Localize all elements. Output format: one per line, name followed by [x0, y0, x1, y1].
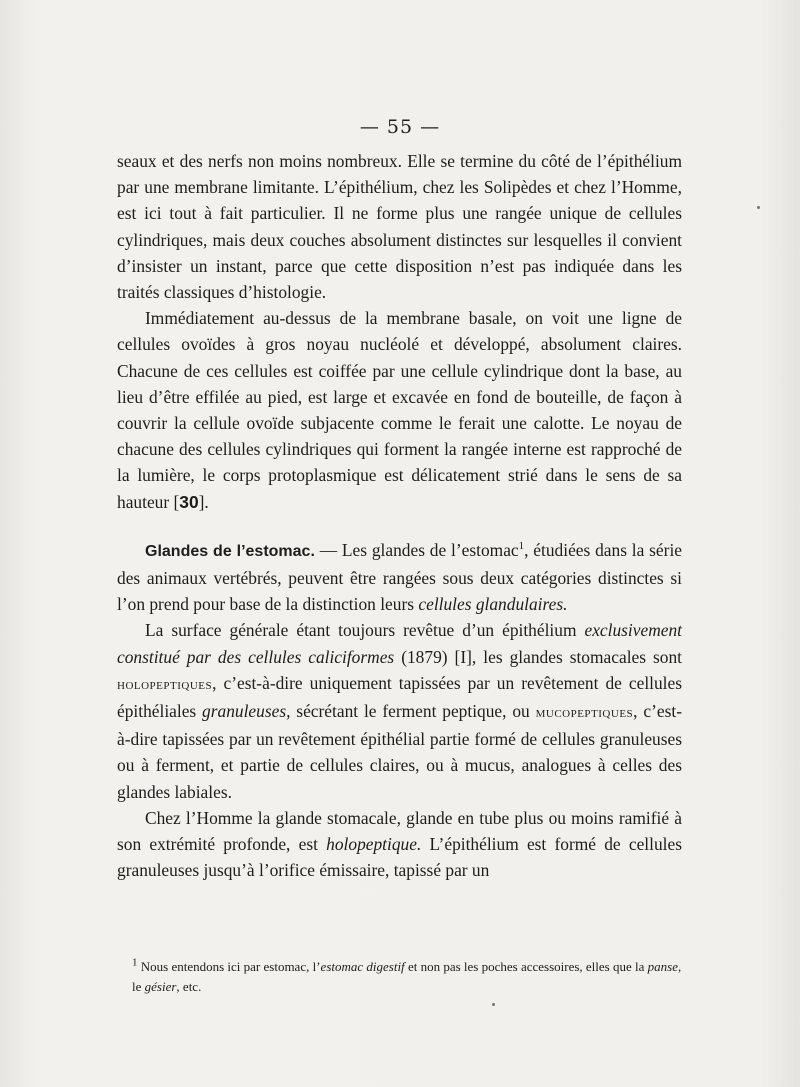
scan-speck [492, 1003, 495, 1006]
footnote-italic: panse [647, 959, 678, 974]
italic-text: exclusivement constitué par des cellules caliciformes [117, 620, 682, 667]
footnote-italic: gésier [144, 979, 177, 994]
section-heading: Glandes de l’estomac. [145, 542, 315, 560]
footnote-italic: estomac digestif [320, 959, 405, 974]
paragraph-text: L’épithélium est formé de cellules granuleuses jusqu’à l’orifice émissaire, tapissé par un [117, 834, 682, 881]
smallcaps-term: holopeptiques [117, 676, 213, 693]
paragraph-text: Chez l’Homme la glande stomacale, glande en tube plus ou moins ramifié à son extrémité profonde, est [117, 807, 682, 855]
reference-close: ]. [198, 491, 209, 512]
scan-speck [757, 206, 760, 209]
reference-number: 30 [179, 491, 199, 512]
reference-open: [ [173, 491, 180, 512]
paragraph-text: La surface générale étant toujours revêtue d’un épithélium [145, 620, 585, 641]
footnote-part: et non pas les poches accessoires, elles que la [404, 959, 648, 974]
footnote-part: , le [132, 959, 682, 994]
paragraph-surface [117, 617, 682, 804]
paragraph-cells [117, 305, 682, 515]
paragraph-text: sécrétant le ferment peptique, ou [290, 701, 536, 722]
paragraph-continuation: seaux et des nerfs non moins nombreux. Elle se termine du côté de l’épithélium par une membrane limitante. L’épithélium, chez les Solipèdes et chez l’Homme, est ici tout à fait particulier. Il ne forme plus une rangée unique de cellules cylindriques, mais deux couches absolument distinctes sur lesquelles il convient d’insister un instant, parce que cette disposition n’est pas indiquée dans les traités classiques d’histologie. [117, 151, 682, 303]
footnote-text [132, 957, 692, 997]
paragraph-text: Immédiatement au-dessus de la membrane basale, on voit une ligne de cellules ovoïdes à gros noyau nucléolé et développé, absolument claires. Chacune de ces cellules est coiffée par une cellule cylindrique dont la base, au lieu d’être effilée au pied, est large et excavée en fond de bouteille, de façon à couvrir la cellule ovoïde subjacente comme le ferait une calotte. Le noyau de chacune des cellules cylindriques qui forment la rangée interne est rapproché de la lumière, le corps protoplasmique est délicatement strié dans le sens de sa hauteur [117, 308, 682, 512]
paragraph-text: , c’est-à-dire uniquement tapissées par un revêtement de cellules épithéliales [117, 672, 682, 722]
italic-text: granuleuses, [202, 701, 291, 722]
page-number: — 55 — [359, 116, 441, 138]
italic-text: holopeptique. [326, 834, 422, 855]
paragraph-human [117, 805, 682, 884]
body-text [117, 148, 682, 883]
paragraph-text: , c’est-à-dire tapissées par un revêtement épithélial partie formé de cellules granuleuses ou à ferment, et partie de cellules claires, ou à mucus, analogues à celles des glandes labiales. [117, 701, 682, 802]
footnote-rule [117, 938, 207, 939]
footnote-part: Nous entendons ici par estomac, l’ [137, 959, 321, 974]
footnote [132, 957, 692, 997]
italic-text: cellules glandulaires. [418, 594, 568, 615]
footnote-number: 1 [132, 956, 138, 969]
paragraph-text: , étudiées dans la série des animaux vertébrés, peuvent être rangées sous deux catégories distinctes si l’on prend pour base de la distinction leurs [117, 539, 682, 615]
paragraph-text: — Les glandes de l’estomac [314, 539, 519, 560]
footnote-part: , etc. [176, 979, 202, 994]
paragraph-section-heading [117, 537, 682, 618]
paragraph-text: (1879) [I], les glandes stomacales sont [394, 646, 682, 667]
smallcaps-term: mucopeptiques [535, 705, 634, 722]
footnote-marker: 1 [518, 540, 525, 553]
